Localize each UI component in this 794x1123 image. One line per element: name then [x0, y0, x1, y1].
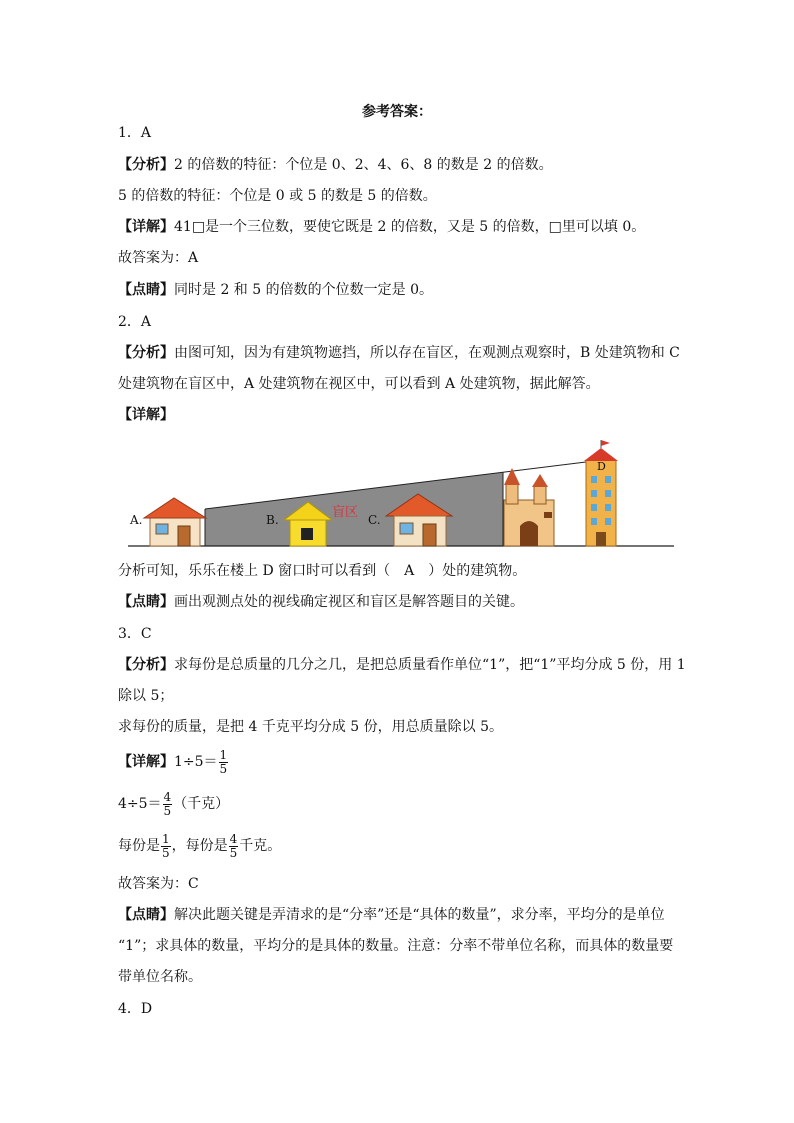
- q3-analysis-line-3: 求每份的质量，是把 4 千克平均分成 5 份，用总质量除以 5。: [118, 719, 503, 735]
- blind-zone-figure: [118, 438, 678, 553]
- q3-expr-1: 1÷5＝: [174, 754, 218, 770]
- q3-fraction-1: [219, 749, 229, 776]
- q2-analysis-line-2: 处建筑物在盲区中，A 处建筑物在视区中，可以看到 A 处建筑物，据此解答。: [118, 376, 600, 392]
- q2-point-line: [118, 593, 524, 611]
- q2-analysis-text-1: 由图可知，因为有建筑物遮挡，所以存在盲区，在观测点观察时，B 处建筑物和 C: [174, 345, 680, 361]
- q1-analysis-text-1: 2 的倍数的特征：个位是 0、2、4、6、8 的数是 2 的倍数。: [174, 157, 553, 173]
- q1-detail-line: [118, 218, 645, 236]
- q3-fraction-4-denominator: 5: [229, 845, 238, 860]
- q2-point-text: 画出观测点处的视线确定视区和盲区是解答题目的关键。: [174, 594, 524, 610]
- label-b: B.: [266, 513, 279, 527]
- q1-detail-text: 41□是一个三位数，要使它既是 2 的倍数，又是 5 的倍数，□里可以填 0。: [174, 219, 646, 235]
- q1-detail-tag: 【详解】: [118, 219, 174, 235]
- q3-fraction-3: [161, 833, 171, 860]
- q1-point-tag: 【点睛】: [118, 282, 174, 298]
- q3-analysis-line-1: [118, 656, 686, 674]
- q3-analysis-text-1: 求每份是总质量的几分之几，是把总质量看作单位“1”，把“1”平均分成 5 份，用 1: [174, 657, 686, 673]
- q2-analysis-line-1: [118, 344, 680, 362]
- q3-each-b: ，每份是: [171, 838, 228, 854]
- q3-fraction-4: [229, 833, 239, 860]
- q3-analysis-tag: 【分析】: [118, 657, 174, 673]
- q3-fraction-2-denominator: 5: [163, 803, 172, 818]
- castle-icon: [504, 468, 554, 546]
- q3-number: 3．C: [118, 626, 152, 642]
- q3-point-line-2: “1”；求具体的数量，平均分的是具体的数量。注意：分率不带单位名称，而具体的数量要: [118, 938, 674, 954]
- q2-point-tag: 【点睛】: [118, 594, 174, 610]
- q3-fraction-2: [163, 791, 173, 818]
- q3-detail-line: [118, 748, 229, 776]
- q1-analysis-line-2: 5 的倍数的特征：个位是 0 或 5 的数是 5 的倍数。: [118, 188, 437, 204]
- label-a: A.: [130, 513, 143, 527]
- q3-point-text-1: 解决此题关键是弄清求的是“分率”还是“具体的数量”，求分率，平均分的是单位: [174, 907, 665, 923]
- q1-number: 1．A: [118, 125, 152, 141]
- q2-detail-tag: [118, 406, 174, 424]
- q4-number: 4．D: [118, 1001, 153, 1017]
- q2-analysis-tag: 【分析】: [118, 345, 174, 361]
- q3-expr-2-line: [118, 790, 229, 818]
- label-c: C.: [368, 513, 381, 527]
- q3-fraction-4-numerator: 4: [229, 831, 238, 846]
- q3-fraction-1-numerator: 1: [219, 747, 228, 762]
- q1-point-line: [118, 281, 433, 299]
- q3-fraction-3-denominator: 5: [162, 845, 170, 860]
- q1-answer: 故答案为：A: [118, 250, 199, 266]
- q1-point-text: 同时是 2 和 5 的倍数的个位数一定是 0。: [174, 282, 433, 298]
- q1-analysis-tag: 【分析】: [118, 157, 174, 173]
- q3-fraction-3-numerator: 1: [162, 831, 170, 846]
- q3-each-line: [118, 832, 281, 860]
- house-a-icon: [144, 498, 206, 546]
- q3-each-a: 每份是: [118, 838, 160, 854]
- q1-analysis-line-1: [118, 156, 553, 174]
- q3-each-c: 千克。: [239, 838, 282, 854]
- q3-fraction-1-denominator: 5: [219, 761, 228, 776]
- q3-point-line-1: [118, 906, 665, 924]
- tall-building-icon: [584, 440, 618, 546]
- page-title: 参考答案：: [362, 104, 432, 120]
- label-d: D: [597, 460, 606, 473]
- q3-detail-tag: 【详解】: [118, 754, 174, 770]
- blind-zone-label: 盲区: [332, 505, 359, 520]
- q3-unit: （千克）: [173, 796, 230, 812]
- q3-point-line-3: 带单位名称。: [118, 969, 202, 985]
- q3-point-tag: 【点睛】: [118, 907, 174, 923]
- q2-conclusion: 分析可知，乐乐在楼上 D 窗口时可以看到（ A ）处的建筑物。: [118, 563, 527, 579]
- q3-fraction-2-numerator: 4: [163, 789, 172, 804]
- q2-detail-tag-text: 【详解】: [118, 407, 174, 423]
- q3-expr-2: 4÷5＝: [118, 796, 162, 812]
- q3-answer: 故答案为：C: [118, 876, 199, 892]
- q3-analysis-line-2: 除以 5；: [118, 688, 174, 704]
- q2-number: 2．A: [118, 314, 152, 330]
